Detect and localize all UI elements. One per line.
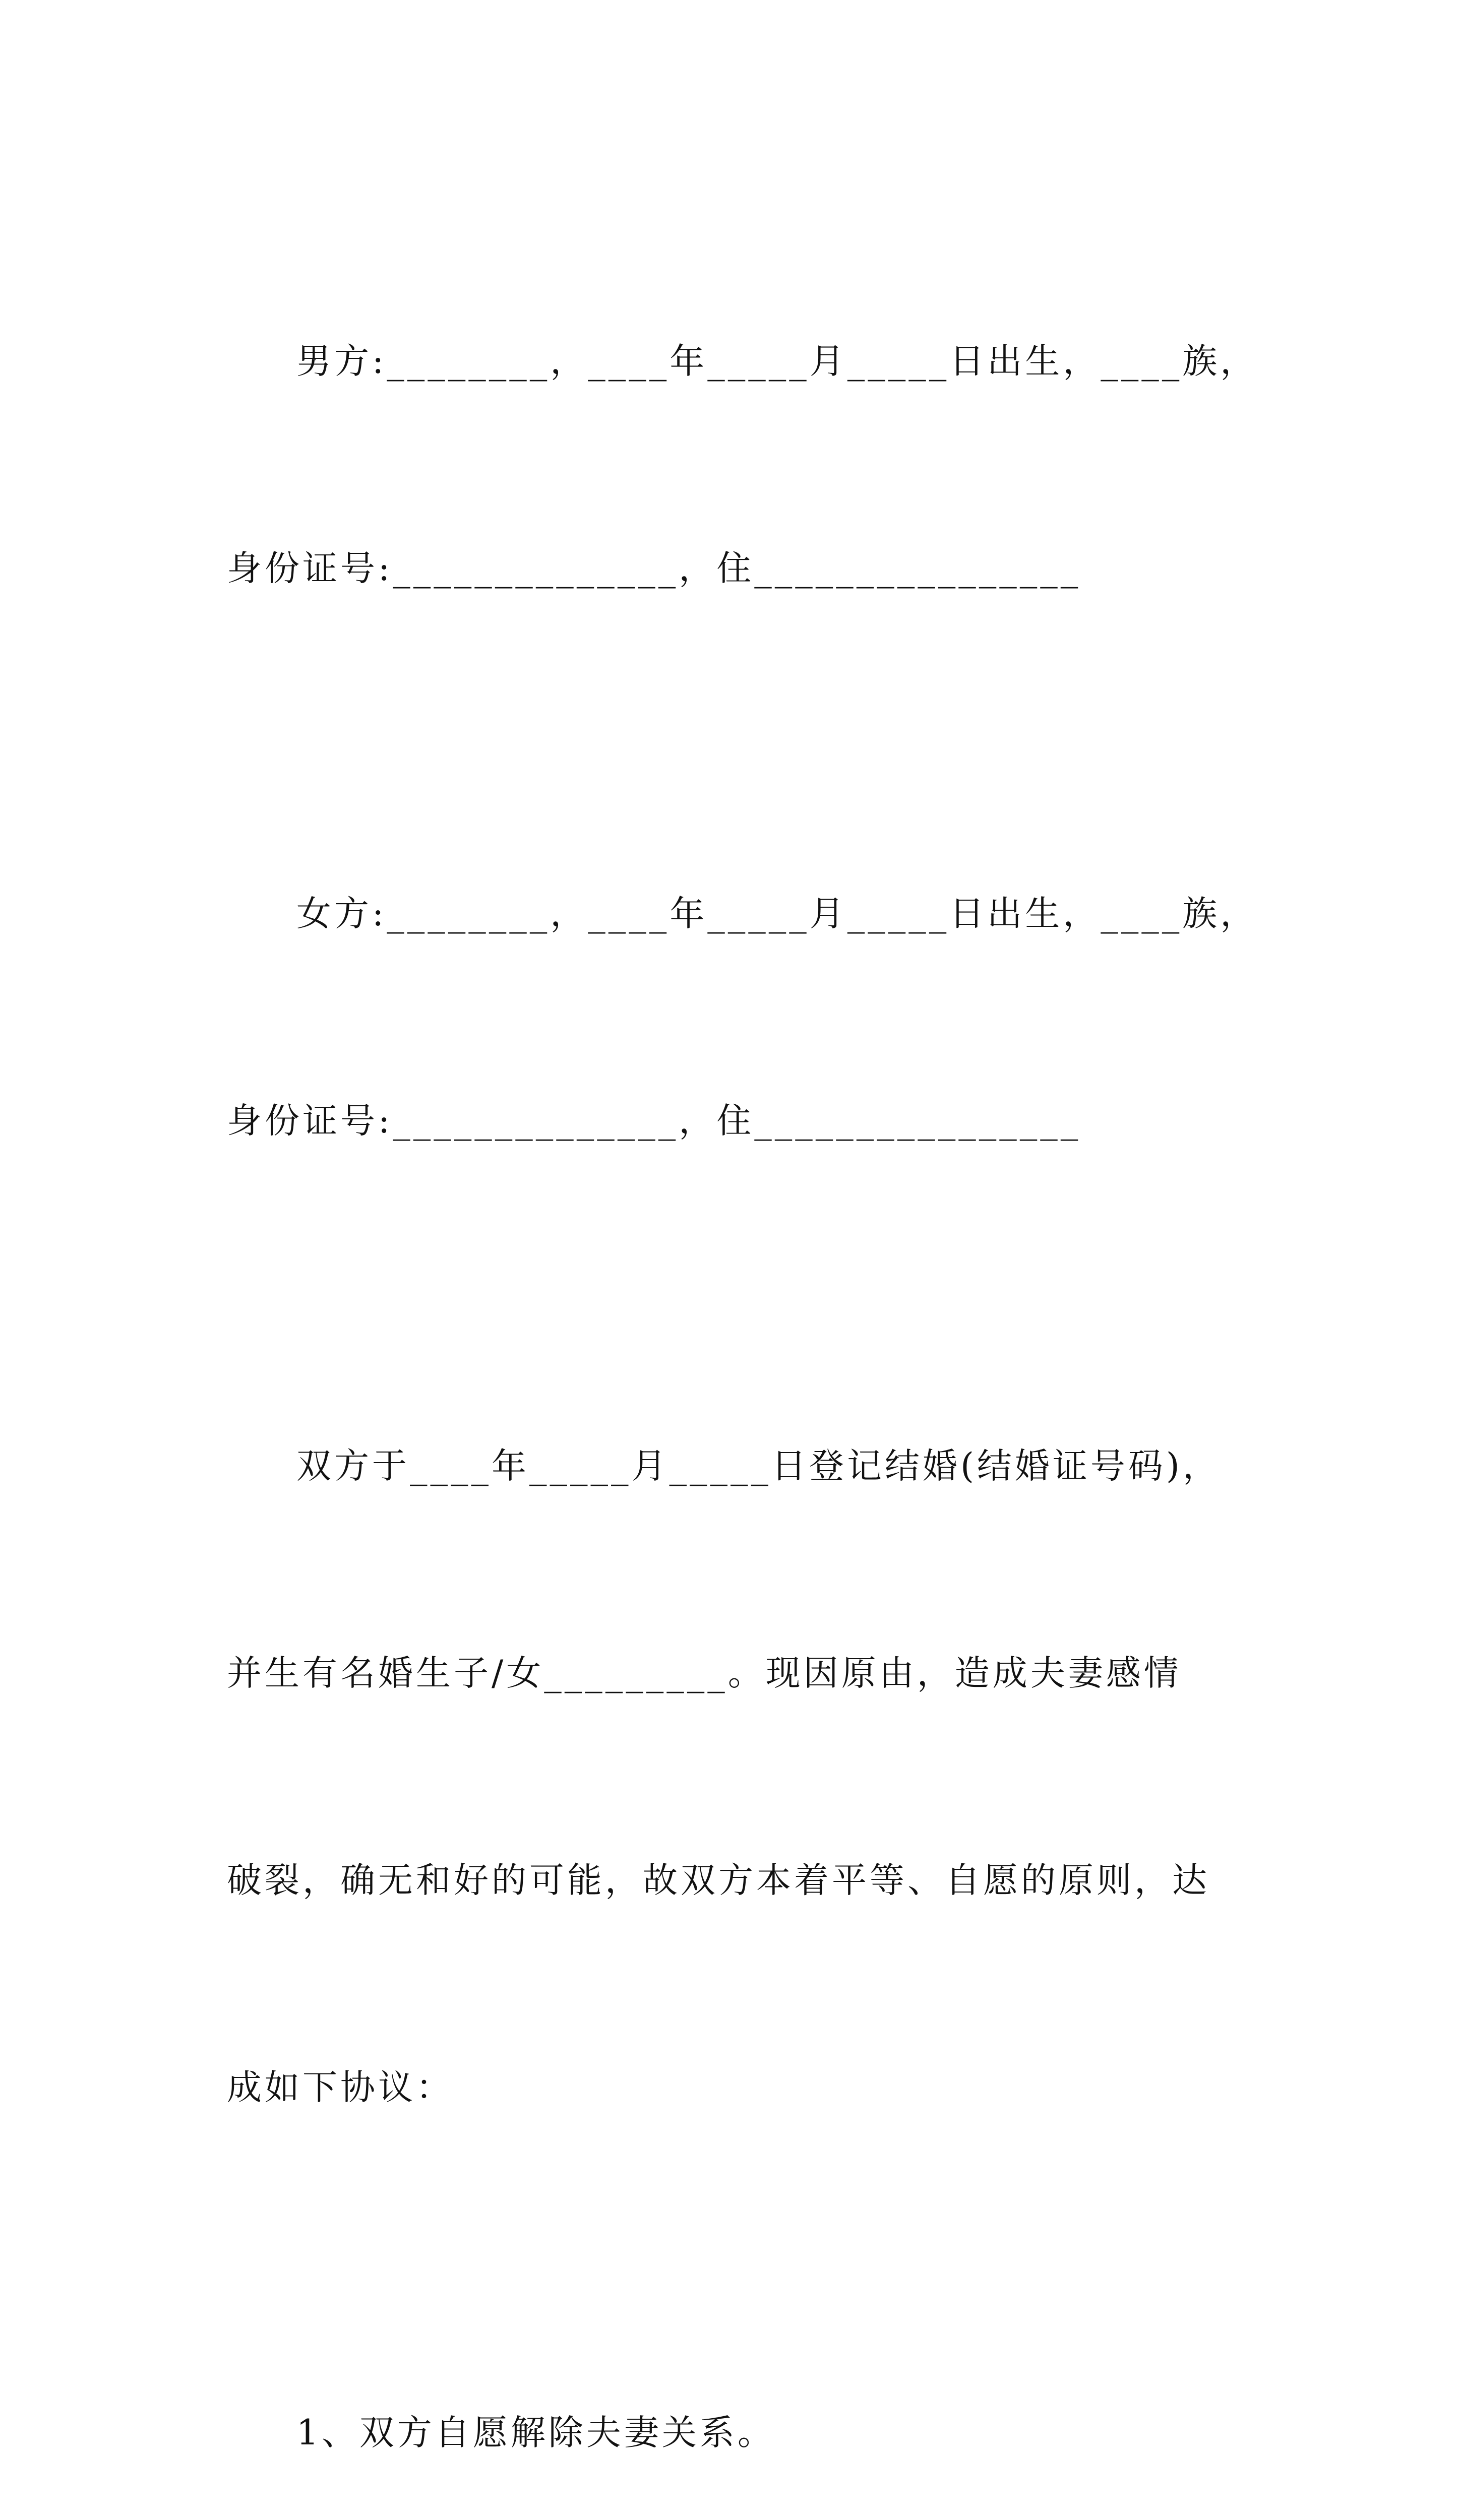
clause-1 [227,2260,1237,2520]
text-line: 破裂，确无和好的可能，故双方本着平等、自愿的原则，达 [227,1860,1210,1901]
agreement-body [227,189,1258,2520]
paragraph-husband-info [227,189,1258,741]
text-line: 身份证号:______________，住________________ [227,1101,1081,1141]
text-line: 身份证号:______________，住________________ [227,548,1081,589]
text-line: 成如下协议： [227,2067,454,2108]
text-line: 1、双方自愿解除夫妻关系。 [296,2413,775,2453]
text-line: 并生有名婚生子/女_________。现因原由，造成夫妻感情 [227,1653,1182,1693]
text-line: 女方:________，____年_____月_____日出生，____族， [296,894,1258,934]
text-line: 男方:________，____年_____月_____日出生，____族， [296,341,1258,382]
paragraph-wife-info [227,741,1258,1294]
text-line: 双方于____年_____月_____日登记结婚(结婚证号码)， [296,1446,1221,1486]
paragraph-marriage-info [227,1294,1237,2260]
